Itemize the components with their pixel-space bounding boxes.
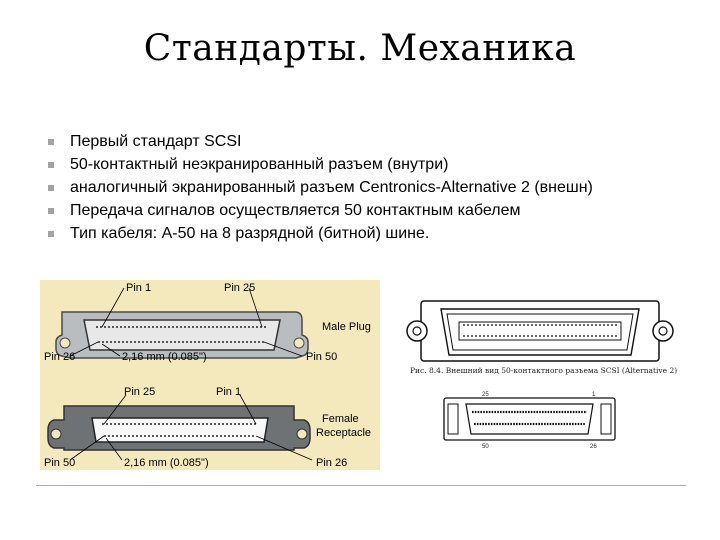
square-bullet-icon [48,162,54,168]
bullet-text: аналогичный экранированный разъем Centronics-Alternative 2 (внешн) [70,179,593,196]
label-pin1-top: Pin 1 [126,282,152,294]
bullet-text: Первый стандарт SCSI [70,133,242,150]
square-bullet-icon [48,231,54,237]
bullet-list [44,130,593,245]
bullet-text: Передача сигналов осуществляется 50 контактным кабелем [70,202,521,219]
square-bullet-icon [48,208,54,214]
figure-caption: Рис. 8.4. Внешний вид 50-контактного разъема SCSI (Alternative 2) [410,366,678,375]
bullet-item [44,199,593,222]
label-pin50-bottom: Pin 50 [44,457,76,469]
bullet-item [44,153,593,176]
label-dimension-top: 2,16 mm (0.085") [122,351,207,363]
label-50: 50 [482,444,489,450]
bullet-item [44,222,593,245]
slide-title: Стандарты. Механика [143,28,577,69]
connector-diagram-figure [40,280,380,470]
label-receptacle: Receptacle [316,427,372,439]
label-female: Female [322,413,359,425]
bullet-text: Тип кабеля: A-50 на 8 разрядной (битной) шине. [70,225,430,242]
pin-layout-drawing [442,390,617,450]
label-dimension-bottom: 2,16 mm (0.085") [124,457,209,469]
label-pin1-bottom: Pin 1 [216,386,242,398]
bullet-text: 50-контактный неэкранированный разъем (внутри) [70,156,449,173]
label-25: 25 [482,392,489,398]
label-26: 26 [590,444,597,450]
label-pin25-top: Pin 25 [224,282,256,294]
bottom-rule [36,485,686,486]
bullet-item [44,130,593,153]
label-1: 1 [592,392,596,398]
label-male-plug: Male Plug [322,321,371,333]
centronics-connector-drawing [405,297,675,365]
square-bullet-icon [48,139,54,145]
label-pin25-bottom: Pin 25 [124,386,156,398]
female-receptacle-drawing [48,406,310,450]
label-pin50-top: Pin 50 [306,351,338,363]
square-bullet-icon [48,185,54,191]
label-pin26-bottom: Pin 26 [316,457,348,469]
label-pin26-top: Pin 26 [44,351,76,363]
bullet-item [44,176,593,199]
